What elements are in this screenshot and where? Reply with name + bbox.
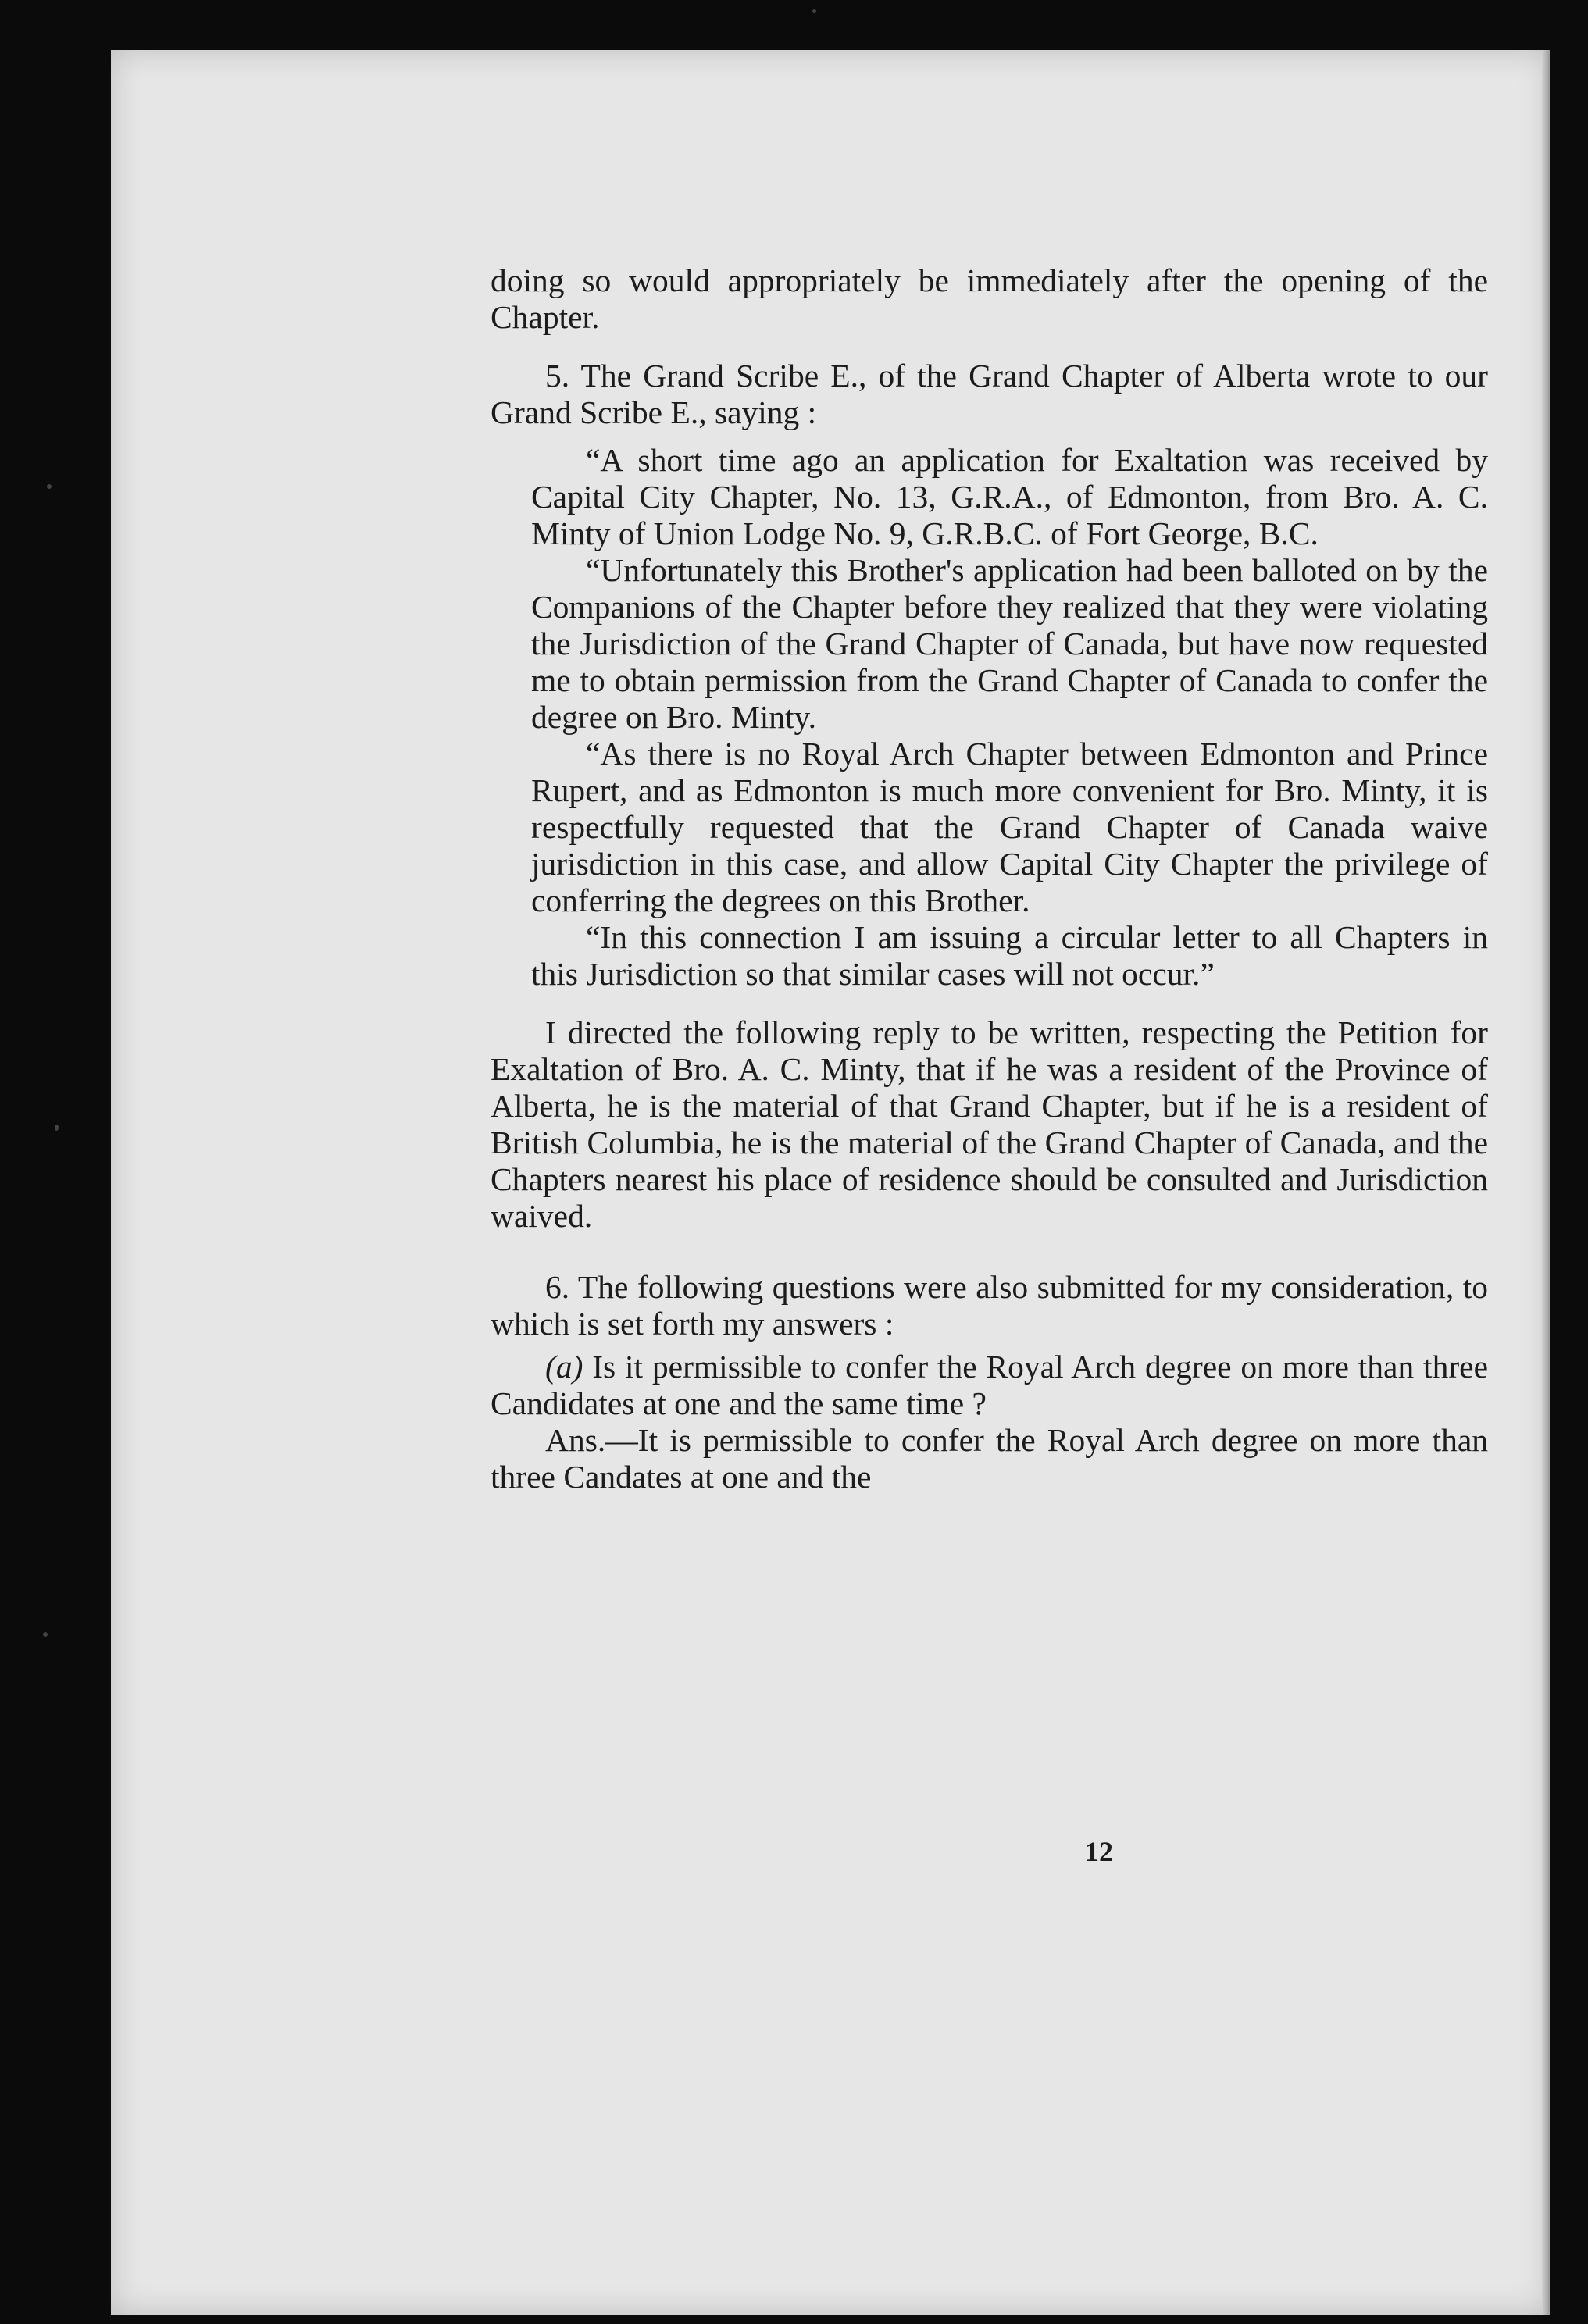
quote-paragraph-4: “In this connection I am issuing a circular letter to all Chapters in this Jurisdiction so that similar cases will not occur.” bbox=[531, 919, 1488, 992]
quoted-letter bbox=[531, 442, 1488, 993]
quote-paragraph-2: “Unfortunately this Brother's application had been balloted on by the Companions of the Chapter before they realized that they were violating the Jurisdiction of the Grand Chapter of Canada, but have now requested me to obtain permission from the Grand Chapter of Canada to confer the degree on Bro. Minty. bbox=[531, 552, 1488, 735]
question-a bbox=[491, 1349, 1488, 1422]
item-5-intro: 5. The Grand Scribe E., of the Grand Chapter of Alberta wrote to our Grand Scribe E., saying : bbox=[491, 358, 1488, 430]
scan-speck bbox=[55, 1125, 59, 1131]
scan-speck bbox=[812, 9, 816, 13]
reply-paragraph: I directed the following reply to be written, respecting the Petition for Exaltation of Bro. A. C. Minty, that if he was a resident of the Province of Alberta, he is the material of that Grand Chapter, but if he is a resident of British Columbia, he is the material of the Grand Chapter of Canada, and the Chapters nearest his place of residence should be consulted and Jurisdiction waived. bbox=[491, 1014, 1488, 1234]
quote-paragraph-1: “A short time ago an application for Exaltation was received by Capital City Chapter, No. 13, G.R.A., of Edmonton, from Bro. A. C. Minty of Union Lodge No. 9, G.R.B.C. of Fort George, B.C. bbox=[531, 442, 1488, 551]
answer-a: Ans.—It is permissible to confer the Royal Arch degree on more than three Candates at one and the bbox=[491, 1422, 1488, 1495]
page-number bbox=[111, 1835, 1550, 1868]
page-number-text: 12 bbox=[1085, 1836, 1113, 1867]
quote-paragraph-3: “As there is no Royal Arch Chapter between Edmonton and Prince Rupert, and as Edmonton is much more convenient for Bro. Minty, it is respectfully requested that the Grand Chapter of Canada waive jurisdiction in this case, and allow Capital City Chapter the privilege of conferring the degrees on this Brother. bbox=[531, 736, 1488, 918]
page-body bbox=[491, 262, 1488, 1495]
page-edge bbox=[1542, 50, 1550, 2315]
opening-paragraph: doing so would appropriately be immediately after the opening of the Chapter. bbox=[491, 262, 1488, 335]
document-page bbox=[111, 50, 1550, 2315]
scan-speck bbox=[47, 484, 52, 489]
scan-speck bbox=[43, 1632, 48, 1637]
item-6-intro: 6. The following questions were also submitted for my consideration, to which is set forth my answers : bbox=[491, 1269, 1488, 1342]
question-a-text: Is it permissible to confer the Royal Arch degree on more than three Candidates at one and the same time ? bbox=[491, 1349, 1488, 1421]
question-a-label: (a) bbox=[545, 1349, 583, 1385]
